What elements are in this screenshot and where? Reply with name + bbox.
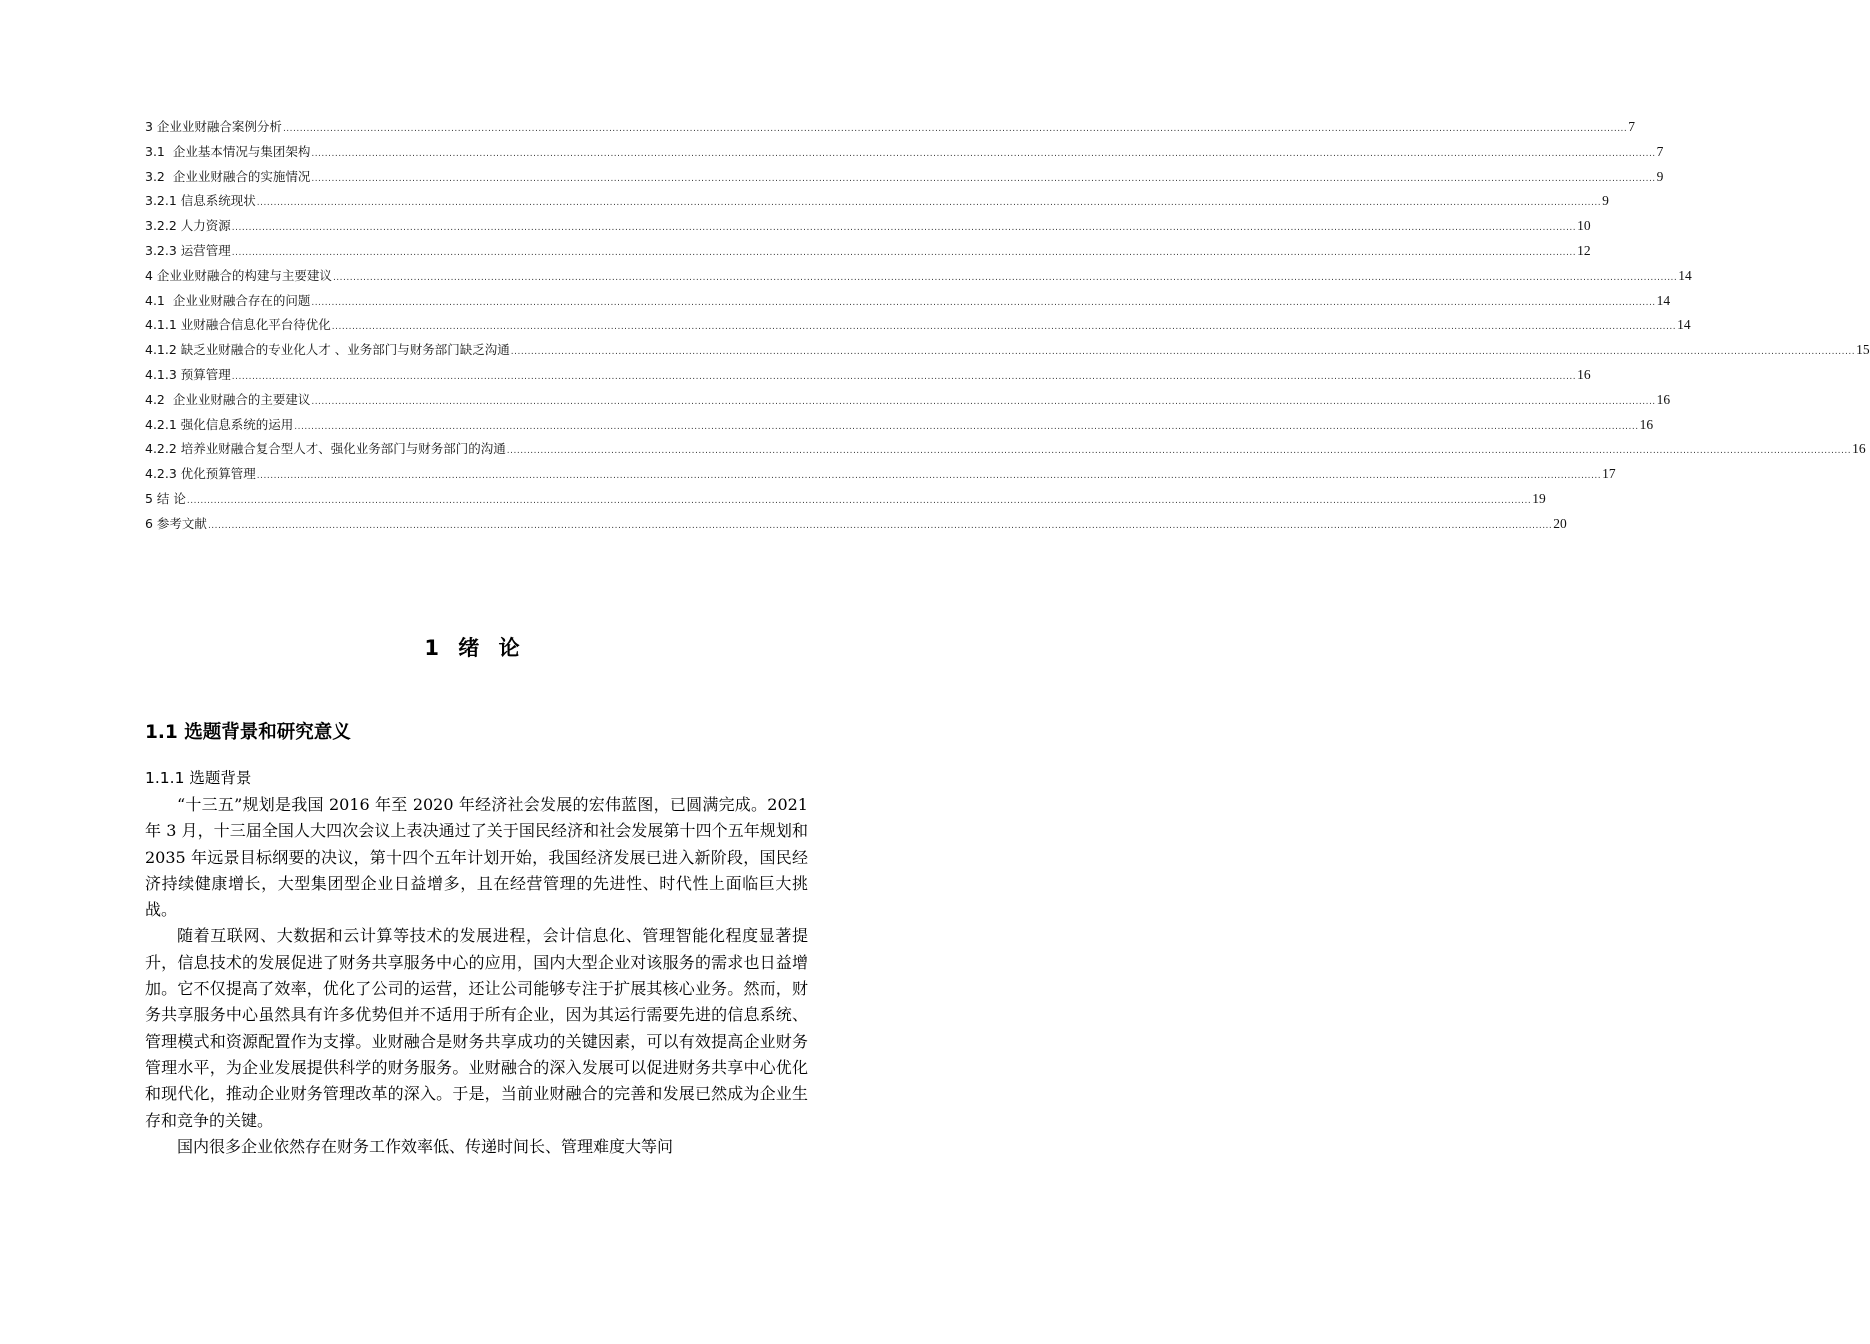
- toc-entry-title: 3.2.1 信息系统现状: [145, 193, 256, 209]
- toc-entry[interactable]: [145, 291, 1671, 316]
- toc-dot-leader: ................................................................................................................................................................................................................................................................................................................................................................................................................: [207, 520, 1553, 531]
- toc-entry[interactable]: [145, 216, 1591, 241]
- toc-dot-leader: ................................................................................................................................................................................................................................................................................................................................................................................................................: [186, 495, 1532, 506]
- toc-entry[interactable]: [145, 142, 1664, 167]
- toc-dot-leader: ................................................................................................................................................................................................................................................................................................................................................................................................................: [311, 173, 1656, 184]
- toc-entry-page-number: 16: [1639, 416, 1654, 432]
- toc-entry-page-number: 14: [1678, 267, 1692, 283]
- toc-entry-title: 4 企业业财融合的构建与主要建议: [145, 267, 332, 283]
- toc-entry-page-number: 16: [1852, 441, 1866, 457]
- subsection-title: 1.1.1 选题背景: [145, 769, 252, 787]
- toc-entry[interactable]: [145, 340, 1870, 365]
- toc-entry-title: 3.2.2 人力资源: [145, 218, 231, 234]
- toc-dot-leader: ................................................................................................................................................................................................................................................................................................................................................................................................................: [311, 396, 1656, 407]
- toc-entry-title: 6 参考文献: [145, 515, 207, 531]
- toc-entry-page-number: 20: [1553, 515, 1567, 531]
- section-title: 1.1 选题背景和研究意义: [145, 722, 351, 743]
- toc-entry-title: 4.1 企业业财融合存在的问题: [145, 292, 311, 308]
- toc-entry-page-number: 10: [1577, 218, 1591, 234]
- toc-entry-title: 4.1.3 预算管理: [145, 366, 231, 382]
- table-of-contents: [145, 117, 1870, 539]
- toc-entry-title: 3.2 企业业财融合的实施情况: [145, 168, 311, 184]
- toc-entry[interactable]: [145, 266, 1692, 291]
- toc-entry-page-number: 9: [1602, 193, 1609, 209]
- toc-entry-page-number: 9: [1656, 168, 1664, 184]
- toc-dot-leader: ................................................................................................................................................................................................................................................................................................................................................................................................................: [506, 446, 1852, 457]
- toc-entry-title: 5 结 论: [145, 490, 186, 506]
- toc-dot-leader: ................................................................................................................................................................................................................................................................................................................................................................................................................: [256, 198, 1602, 209]
- toc-dot-leader: ................................................................................................................................................................................................................................................................................................................................................................................................................: [282, 124, 1628, 134]
- toc-dot-leader: ................................................................................................................................................................................................................................................................................................................................................................................................................: [311, 148, 1656, 159]
- toc-dot-leader: ................................................................................................................................................................................................................................................................................................................................................................................................................: [332, 272, 1678, 283]
- body-text: [145, 792, 808, 1160]
- toc-entry[interactable]: [145, 167, 1664, 192]
- toc-dot-leader: ................................................................................................................................................................................................................................................................................................................................................................................................................: [231, 223, 1577, 234]
- toc-entry-page-number: 15: [1856, 342, 1870, 358]
- toc-dot-leader: ................................................................................................................................................................................................................................................................................................................................................................................................................: [510, 347, 1856, 358]
- toc-entry-title: 4.2.3 优化预算管理: [145, 466, 256, 482]
- toc-entry-page-number: 7: [1656, 143, 1664, 159]
- chapter-title: 1 绪 论: [424, 636, 526, 660]
- toc-entry-title: 3 企业业财融合案例分析: [145, 119, 282, 134]
- toc-entry[interactable]: [145, 464, 1616, 489]
- toc-entry-page-number: 16: [1656, 391, 1671, 407]
- toc-entry-title: 4.1.1 业财融合信息化平台待优化: [145, 317, 331, 333]
- toc-entry[interactable]: [145, 117, 1636, 142]
- toc-entry-page-number: 12: [1577, 242, 1591, 258]
- body-paragraph: 国内很多企业依然存在财务工作效率低、传递时间长、管理难度大等问: [177, 1136, 674, 1156]
- toc-entry[interactable]: [145, 489, 1546, 514]
- toc-entry-title: 4.2 企业业财融合的主要建议: [145, 391, 311, 407]
- body-paragraph: “十三五”规划是我国 2016 年至 2020 年经济社会发展的宏伟蓝图，已圆满完成。2021 年 3 月，十三届全国人大四次会议上表决通过了关于国民经济和社会发展第十四个五年规划和 2035 年远景目标纲要的决议，第十四个五年计划开始，我国经济发展已进入新阶段，国民经济持续健康增长，大型集团型企业日益增多，且在经营管理的先进性、时代性上面临巨大挑战。: [145, 795, 808, 920]
- body-paragraph: 随着互联网、大数据和云计算等技术的发展进程，会计信息化、管理智能化程度显著提升，信息技术的发展促进了财务共享服务中心的应用，国内大型企业对该服务的需求也日益增加。它不仅提高了效率，优化了公司的运营，还让公司能够专注于扩展其核心业务。然而，财务共享服务中心虽然具有许多优势但并不适用于所有企业，因为其运行需要先进的信息系统、管理模式和资源配置作为支撑。业财融合是财务共享成功的关键因素，可以有效提高企业财务管理水平，为企业发展提供科学的财务服务。业财融合的深入发展可以促进财务共享中心优化和现代化，推动企业财务管理改革的深入。于是，当前业财融合的完善和发展已然成为企业生存和竞争的关键。: [145, 926, 808, 1130]
- toc-entry[interactable]: [145, 191, 1609, 216]
- toc-entry-page-number: 14: [1656, 292, 1671, 308]
- toc-entry[interactable]: [145, 439, 1866, 464]
- toc-entry-page-number: 17: [1602, 466, 1616, 482]
- toc-entry-title: 4.1.2 缺乏业财融合的专业化人才 、业务部门与财务部门缺乏沟通: [145, 342, 510, 358]
- toc-entry[interactable]: [145, 365, 1591, 390]
- toc-entry-page-number: 7: [1628, 119, 1636, 134]
- toc-entry-title: 3.1 企业基本情况与集团架构: [145, 143, 311, 159]
- toc-entry-page-number: 19: [1532, 490, 1546, 506]
- toc-entry-page-number: 16: [1577, 366, 1591, 382]
- toc-entry[interactable]: [145, 390, 1671, 415]
- toc-entry[interactable]: [145, 415, 1654, 440]
- toc-entry[interactable]: [145, 514, 1567, 539]
- toc-dot-leader: ................................................................................................................................................................................................................................................................................................................................................................................................................: [231, 247, 1577, 258]
- toc-entry-title: 4.2.1 强化信息系统的运用: [145, 416, 294, 432]
- toc-dot-leader: ................................................................................................................................................................................................................................................................................................................................................................................................................: [311, 297, 1656, 308]
- toc-dot-leader: ................................................................................................................................................................................................................................................................................................................................................................................................................: [231, 371, 1577, 382]
- toc-entry[interactable]: [145, 315, 1691, 340]
- toc-dot-leader: ................................................................................................................................................................................................................................................................................................................................................................................................................: [256, 471, 1602, 482]
- toc-dot-leader: ................................................................................................................................................................................................................................................................................................................................................................................................................: [331, 322, 1677, 333]
- toc-entry-page-number: 14: [1677, 317, 1691, 333]
- toc-entry-title: 3.2.3 运营管理: [145, 242, 231, 258]
- toc-entry-title: 4.2.2 培养业财融合复合型人才、强化业务部门与财务部门的沟通: [145, 441, 506, 457]
- toc-entry[interactable]: [145, 241, 1591, 266]
- toc-dot-leader: ................................................................................................................................................................................................................................................................................................................................................................................................................: [294, 421, 1639, 432]
